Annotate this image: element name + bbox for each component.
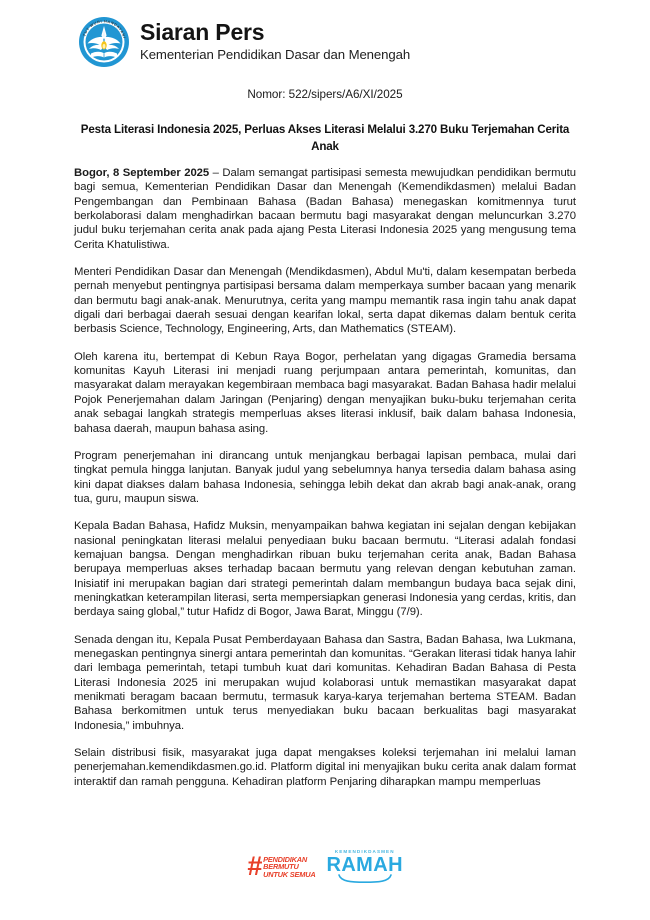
paragraph: Selain distribusi fisik, masyarakat juga dapat mengakses koleksi terjemahan ini melalui laman penerjemahan.kemendikdasmen.go.id. Platform digital ini menyajikan buku cerita anak dalam format interaktif dan ramah pengguna. Kehadiran platform Penjaring diharapkan mampu memperluas bbox=[74, 747, 576, 788]
hashtag-icon: # bbox=[247, 850, 261, 881]
pbus-line-1: PENDIDIKAN bbox=[263, 854, 308, 864]
pbus-line-2: BERMUTU bbox=[263, 862, 299, 872]
document-number: Nomor: 522/sipers/A6/XI/2025 bbox=[247, 88, 403, 101]
article-body bbox=[74, 166, 576, 789]
paragraph: Menteri Pendidikan Dasar dan Menengah (Mendikdasmen), Abdul Mu'ti, dalam kesempatan berbeda pernah menyebut pentingnya partisipasi bersama dalam memperkaya sumber bacaan yang menarik dan bermutu bagi anak-anak. Menurutnya, cerita yang mampu memantik rasa ingin tahu anak dapat digali dari berbagai daerah sesuai dengan kearifan lokal, serta dapat dikemas dalam bentuk cerita berbasis Science, Technology, Engineering, Arts, dan Mathematics (STEAM). bbox=[74, 266, 576, 336]
press-release-headline: Pesta Literasi Indonesia 2025, Perluas Akses Literasi Melalui 3.270 Buku Terjemahan Cerita Anak bbox=[80, 123, 570, 153]
paragraph: Kepala Badan Bahasa, Hafidz Muksin, menyampaikan bahwa kegiatan ini sejalan dengan kebijakan nasional peningkatan literasi melalui penyediaan buku bacaan bermutu. “Literasi adalah fondasi kemajuan bangsa. Dengan menghadirkan ribuan buku terjemahan cerita anak, Badan Bahasa berupaya memperluas akses terhadap bacaan bermutu yang relevan dengan kebutuhan zaman. Inisiatif ini merupakan bagian dari strategi pemerintah dalam membangun budaya baca sejak dini, meningkatkan keterampilan literasi, serta mempersiapkan generasi Indonesia yang cerdas, kritis, dan berdaya saing global,” tutur Hafidz di Bogor, Jawa Barat, Minggu (7/9). bbox=[74, 520, 576, 619]
svg-text:TUT WURI HANDAYANI: TUT WURI HANDAYANI bbox=[82, 19, 127, 40]
document-header bbox=[0, 0, 650, 62]
ramah-kicker-text: KEMENDIKDASMEN bbox=[334, 849, 395, 854]
ministry-name: Kementerian Pendidikan Dasar dan Menengah bbox=[140, 47, 411, 63]
footer-logos bbox=[0, 850, 650, 884]
ramah-wordmark: RAMAH bbox=[326, 854, 403, 876]
ramah-swoosh-icon bbox=[337, 874, 393, 883]
dateline: Bogor, 8 September 2025 bbox=[74, 167, 210, 179]
paragraph bbox=[74, 166, 576, 252]
header-text-block bbox=[140, 20, 410, 63]
paragraph: Senada dengan itu, Kepala Pusat Pemberdayaan Bahasa dan Sastra, Badan Bahasa, Iwa Lukmana, menegaskan pentingnya sinergi antara pemerintah dan komunitas. “Gerakan literasi tidak hanya lahir dari lembaga pemerintah, tetapi tumbuh kuat dari komunitas. Kehadiran Badan Bahasa di Pesta Literasi Indonesia 2025 ini merupakan wujud kolaborasi untuk memastikan masyarakat dapat menikmati beragam bacaan bermutu, termasuk karya-karya terjemahan bertema STEAM. Badan Bahasa berkomitmen untuk terus menyediakan buku bacaan berkualitas bagi masyarakat Indonesia,” imbuhnya. bbox=[74, 633, 576, 732]
ramah-logo bbox=[327, 849, 403, 883]
paragraph: Program penerjemahan ini dirancang untuk menjangkau berbagai lapisan pembaca, mulai dari tingkat pemula hingga lanjutan. Banyak judul yang sebelumnya hanya tersedia dalam bahasa asing kini dapat diakses dalam bahasa Indonesia, sehingga lebih dekat dan akrab bagi anak-anak, orang tua, guru, maupun siswa. bbox=[74, 449, 576, 505]
pendidikan-bermutu-untuk-semua-logo bbox=[247, 850, 316, 881]
paragraph: Oleh karena itu, bertempat di Kebun Raya Bogor, perhelatan yang digagas Gramedia bersama komunitas Kayuh Literasi ini menjadi ruang perjumpaan antara pemerintah, komunitas, dan masyarakat dalam merayakan kegembiraan membaca bagi masyarakat. Badan Bahasa hadir melalui Pojok Penerjemahan dalam Jaringan (Penjaring) dengan menyajikan buku-buku terjemahan cerita anak sebagai langkah strategis memperluas akses literasi inklusif, baik dalam bahasa Indonesia, bahasa daerah, maupun bahasa asing. bbox=[74, 350, 576, 435]
tut-wuri-handayani-logo bbox=[78, 16, 130, 68]
paragraph-text: – Dalam semangat partisipasi semesta mewujudkan pendidikan bermutu bagi semua, Kementerian Pendidikan Dasar dan Menengah (Kemendikdasmen) melalui Badan Pengembangan dan Pembinaan Bahasa (Badan Bahasa) menegaskan komitmennya turut berkolaborasi dalam menghadirkan bacaan bermutu bagi masyarakat dengan meluncurkan 3.270 judul buku terjemahan cerita anak pada ajang Pesta Literasi Indonesia 2025 yang mengusung tema Cerita Khatulistiwa. bbox=[74, 167, 576, 251]
pbus-line-3: UNTUK SEMUA bbox=[263, 869, 316, 879]
page-title: Siaran Pers bbox=[140, 19, 265, 46]
pbus-tagline bbox=[263, 856, 315, 879]
